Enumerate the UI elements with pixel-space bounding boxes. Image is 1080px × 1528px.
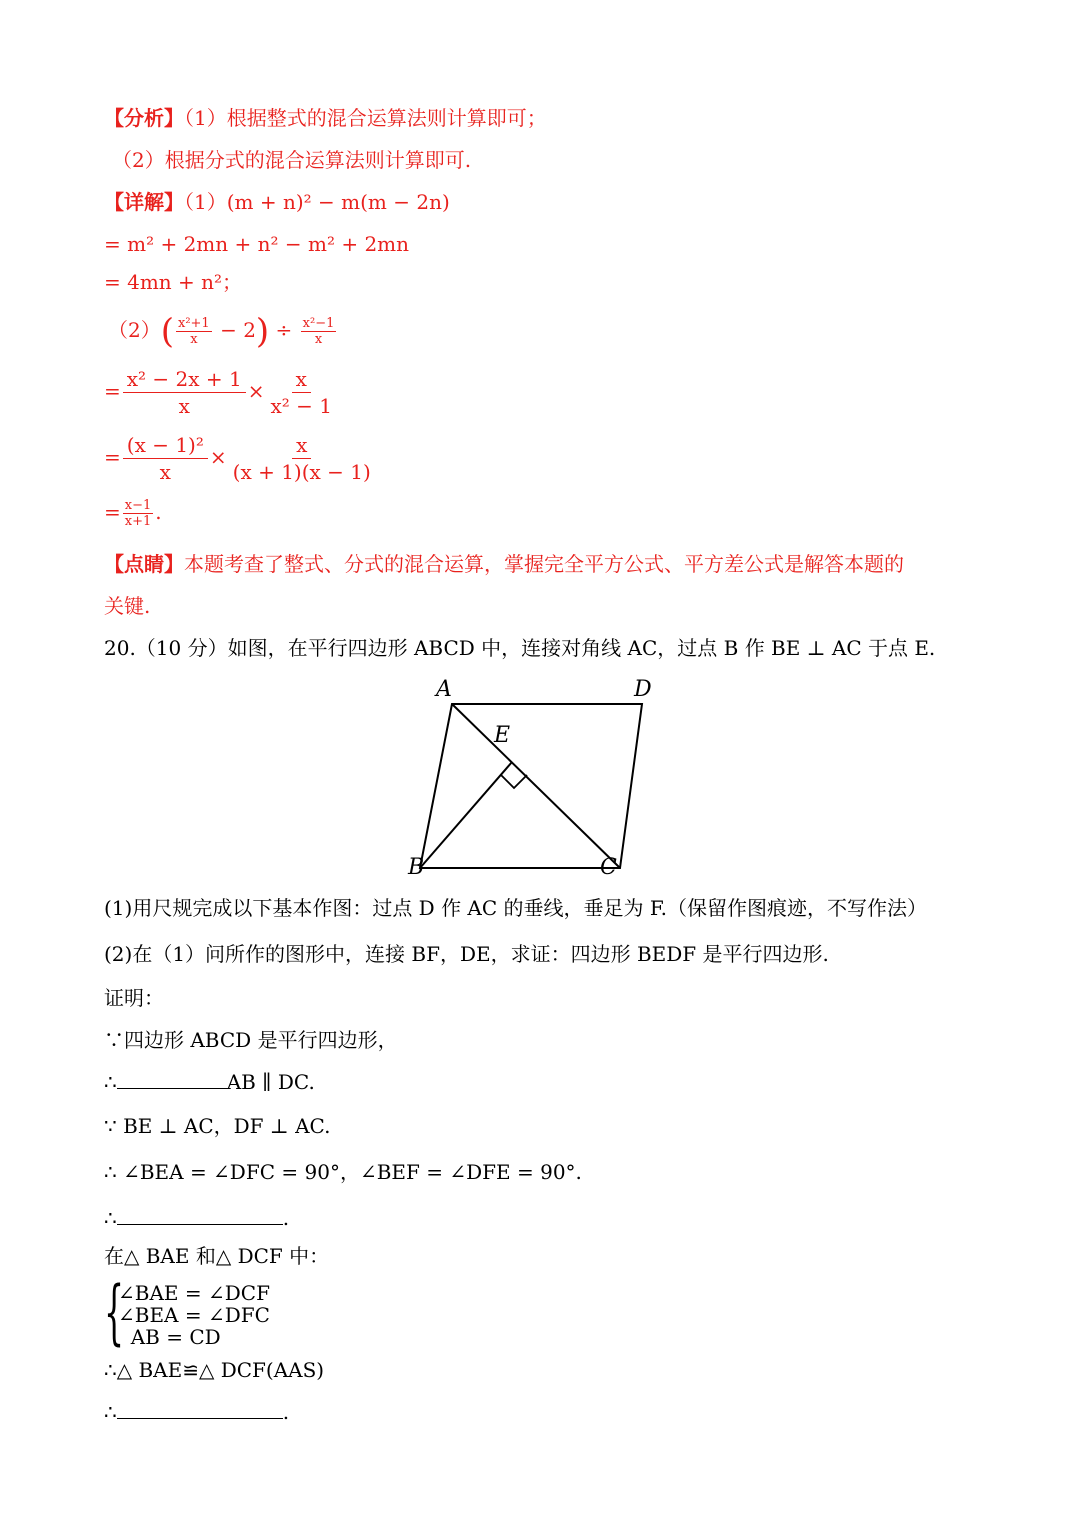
- proof-line-5: ∴ .: [104, 1206, 290, 1230]
- detail-step-5: = $\frac{x-1}{x+1}$ .: [104, 498, 162, 529]
- question-1: (1)用尺规完成以下基本作图：过点 D 作 AC 的垂线，垂足为 F.（保留作图痕迹，不写作法）: [104, 896, 928, 920]
- detail-part2-expr: [108, 311, 338, 352]
- parallelogram-abcd: [420, 704, 642, 868]
- detail-part1-label: （1）: [184, 190, 227, 214]
- detail-line-1: [104, 188, 450, 216]
- answer-blank-2[interactable]: [117, 1204, 283, 1225]
- step4-frac-2: $\frac{x}{(x + 1)(x - 1)}$: [232, 433, 371, 484]
- proof-line-4: ∴ ∠BEA = ∠DFC = 90°，∠BEF = ∠DFE = 90°.: [104, 1160, 582, 1184]
- label-c: C: [600, 855, 617, 880]
- diagonal-ac: [452, 704, 620, 868]
- right-angle-mark: [501, 775, 527, 788]
- step4-frac-1: $\frac{\text{(x − 1)²}}{x}$: [123, 432, 208, 485]
- step3-frac-1: $\frac{\text{x² − 2x + 1}}{x}$: [123, 366, 246, 419]
- comment-tag: 【点睛】: [104, 552, 184, 576]
- paren-open: (: [160, 311, 174, 352]
- label-a: A: [436, 677, 452, 702]
- detail-step-3: = $\frac{\text{x² − 2x + 1}}{x}$ × $\frac{x}{\text{x² − 1}}$: [104, 366, 338, 419]
- detail-part1-expr: (m + n)² − m(m − 2n): [226, 190, 450, 214]
- analysis-line-2: （2）根据分式的混合运算法则计算即可.: [112, 148, 472, 172]
- detail-step-1: = m² + 2mn + n² − m² + 2mn: [104, 232, 410, 256]
- proof-line-2: ∴ AB ∥ DC.: [104, 1070, 315, 1094]
- part2-div: ÷: [275, 318, 293, 342]
- label-d: D: [634, 677, 652, 702]
- proof-line-3: ∵ BE ⊥ AC，DF ⊥ AC.: [104, 1114, 331, 1138]
- proof-heading: 证明：: [104, 986, 164, 1010]
- equation-system: [104, 1271, 270, 1353]
- detail-part2-label: （2）: [108, 318, 161, 342]
- label-e: E: [494, 723, 511, 748]
- analysis-line-1: [104, 104, 547, 132]
- problem-title: 20.（10 分）如图，在平行四边形 ABCD 中，连接对角线 AC，过点 B 作 BE ⊥ AC 于点 E.: [104, 636, 936, 660]
- label-b: B: [408, 855, 425, 880]
- comment-line-1: 【点睛】本题考查了整式、分式的混合运算，掌握完全平方公式、平方差公式是解答本题的: [104, 552, 904, 576]
- comment-line-2: 关键.: [104, 594, 151, 618]
- part2-frac-2: $\frac{\text{x²−1}}{x}$: [302, 316, 335, 347]
- system-line-2: ∠BEA = ∠DFC: [118, 1303, 270, 1327]
- analysis-text-1: （1）根据整式的混合运算法则计算即可；: [184, 106, 547, 130]
- part2-mid: − 2: [213, 318, 256, 342]
- question-2: (2)在（1）问所作的图形中，连接 BF，DE，求证：四边形 BEDF 是平行四边形.: [104, 942, 829, 966]
- step5-frac: $\frac{x-1}{x+1}$: [124, 498, 152, 529]
- paren-close: ): [255, 311, 270, 352]
- answer-blank-3[interactable]: [117, 1398, 283, 1419]
- detail-step-2: = 4mn + n²；: [104, 270, 243, 294]
- proof-line-6: 在△ BAE 和△ DCF 中：: [104, 1244, 330, 1268]
- part2-frac-1: $\frac{\text{x²+1}}{x}$: [178, 316, 210, 347]
- system-line-1: ∠BAE = ∠DCF: [118, 1281, 270, 1305]
- proof-line-1: ∵四边形 ABCD 是平行四边形，: [104, 1028, 398, 1052]
- parallelogram-figure: [400, 672, 680, 882]
- proof-line-8: ∴ .: [104, 1400, 290, 1424]
- proof-line-7: ∴△ BAE≌△ DCF(AAS): [104, 1358, 325, 1382]
- analysis-tag: 【分析】: [104, 106, 184, 130]
- segment-be: [420, 762, 512, 868]
- answer-blank-1[interactable]: [117, 1068, 227, 1089]
- left-brace: {: [104, 1271, 125, 1353]
- detail-step-4: = $\frac{\text{(x − 1)²}}{x}$ × $\frac{x}{(x + 1)(x - 1)}$: [104, 432, 377, 485]
- step3-frac-2: $\frac{x}{\text{x² − 1}}$: [270, 367, 333, 418]
- detail-tag: 【详解】: [104, 190, 184, 214]
- system-line-3: AB = CD: [118, 1325, 221, 1349]
